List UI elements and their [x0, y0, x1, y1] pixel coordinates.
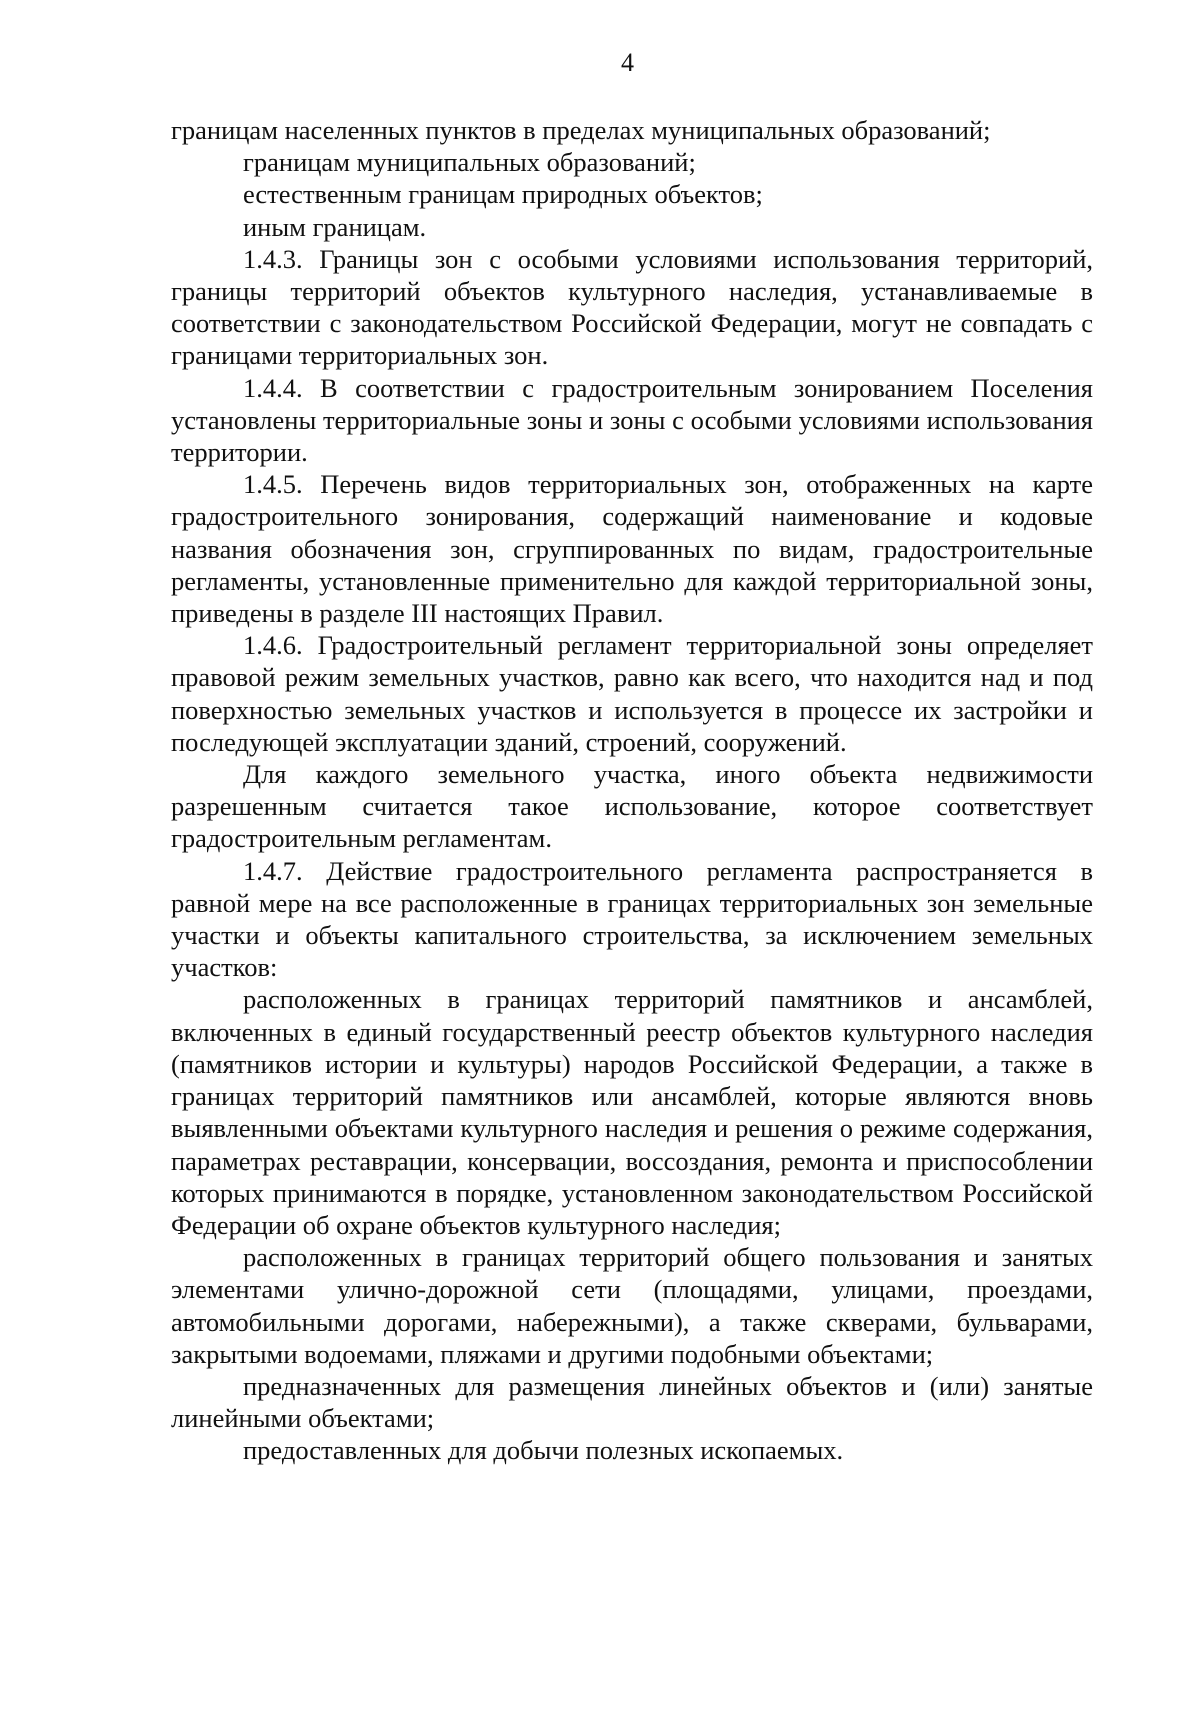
paragraph: 1.4.4. В соответствии с градостроительным зонированием Поселения установлены территориальные зоны и зоны с особыми условиями использования территории.	[171, 372, 1093, 468]
page-number: 4	[621, 48, 634, 77]
document-body	[171, 114, 1093, 1467]
paragraph: предоставленных для добычи полезных ископаемых.	[243, 1435, 844, 1466]
paragraph: предназначенных для размещения линейных объектов и (или) занятые линейными объектами;	[171, 1370, 1093, 1434]
paragraph: Для каждого земельного участка, иного объекта недвижимости разрешенным считается такое использование, которое соответствует градостроительным регламентам.	[171, 759, 1093, 854]
paragraph: 1.4.5. Перечень видов территориальных зон, отображенных на карте градостроительного зонирования, содержащий наименование и кодовые названия обозначения зон, сгруппированных по видам, градостроительные регламенты, установленные применительно для каждой территориальной зоны, приведены в разделе III настоящих Правил.	[171, 469, 1093, 629]
paragraph: иным границам.	[243, 211, 427, 242]
paragraph: расположенных в границах территорий памятников и ансамблей, включенных в единый государственный реестр объектов культурного наследия (памятников истории и культуры) народов Российской Федерации, а также в границах территорий памятников или ансамблей, которые являются вновь выявленными объектами культурного наследия и решения о режиме содержания, параметрах реставрации, консервации, воссоздания, ремонта и приспособлении которых принимаются в порядке, установленном законодательством Российской Федерации об охране объектов культурного наследия;	[171, 984, 1093, 1240]
paragraph: границам населенных пунктов в пределах муниципальных образований;	[171, 115, 991, 145]
paragraph: 1.4.3. Границы зон с особыми условиями использования территорий, границы территорий объектов культурного наследия, устанавливаемые в соответствии с законодательством Российской Федерации, могут не совпадать с границами территориальных зон.	[171, 243, 1093, 371]
paragraph: естественным границам природных объектов;	[243, 179, 763, 210]
paragraph: границам муниципальных образований;	[243, 147, 696, 178]
paragraph: 1.4.7. Действие градостроительного регламента распространяется в равной мере на все расположенные в границах территориальных зон земельные участки и объекты капитального строительства, за исключением земельных участков:	[171, 855, 1093, 983]
paragraph: 1.4.6. Градостроительный регламент территориальной зоны определяет правовой режим земельных участков, равно как всего, что находится над и под поверхностью земельных участков и используется в процессе их застройки и последующей эксплуатации зданий, строений, сооружений.	[171, 630, 1093, 757]
paragraph: расположенных в границах территорий общего пользования и занятых элементами улично-дорожной сети (площадями, улицами, проездами, автомобильными дорогами, набережными), а также скверами, бульварами, закрытыми водоемами, пляжами и другими подобными объектами;	[171, 1242, 1093, 1369]
